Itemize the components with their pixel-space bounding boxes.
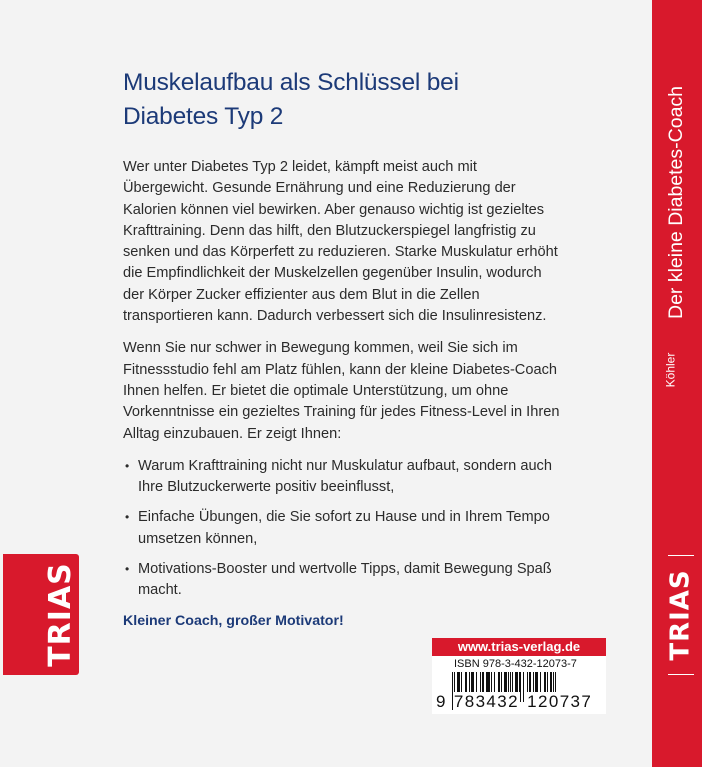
spine-title: [652, 72, 702, 332]
benefit-item: [123, 507, 563, 550]
publisher-tab-logo: [3, 554, 79, 675]
barcode-lead-digit: 9: [436, 692, 447, 711]
barcode-digits: [436, 692, 606, 712]
benefit-text: Einfache Übungen, die Sie sofort zu Hause und in Ihrem Tempo umsetzen können,: [138, 509, 550, 547]
barcode-digit-group-2: 120737: [527, 692, 593, 711]
title-line-1: Muskelaufbau als Schlüssel bei: [123, 69, 459, 96]
logo-word: [668, 555, 694, 675]
spine-title-text: Der kleine Diabetes-Coach: [665, 85, 688, 319]
spine-publisher-text: TRIAS: [666, 569, 696, 661]
barcode-digit-group-1: 783432: [453, 692, 519, 711]
blurb: [123, 157, 563, 632]
blurb-paragraph-1: Wer unter Diabetes Typ 2 leidet, kämpft meist auch mit Übergewicht. Gesunde Ernährung und eine Reduzierung der Kalorien können viel bewirken. Aber genauso wichtig ist gezieltes Krafttraining. Denn das hilft, den Blutzuckerspiegel langfristig zu senken und das Körperfett zu reduzieren. Starke Muskulatur erhöht die Empfindlichkeit der Muskelzellen gegenüber Insulin, wodurch der Körper Zucker effizienter aus dem Blut in die Zellen transportieren kann. Dadurch verbessert sich die Insulinresistenz.: [123, 159, 558, 325]
publisher-tab-text: TRIAS: [42, 562, 78, 667]
isbn-label: ISBN 978-3-432-12073-7: [454, 658, 577, 670]
benefit-text: Warum Krafttraining nicht nur Muskulatur aufbaut, sondern auch Ihre Blutzuckerwerte positiv beeinflusst,: [138, 457, 552, 496]
logo-rule-bottom: [668, 674, 694, 675]
publisher-url: www.trias-verlag.de: [432, 638, 606, 656]
benefit-item: [123, 456, 563, 499]
back-cover-title: [123, 66, 603, 134]
benefit-list: [123, 456, 563, 602]
tagline: Kleiner Coach, großer Motivator!: [123, 612, 344, 629]
spine-publisher-logo: [668, 555, 694, 675]
benefit-item: [123, 559, 563, 602]
blurb-paragraph-2: Wenn Sie nur schwer in Bewegung kommen, weil Sie sich im Fitnessstudio fehl am Platz fühlen, kann der kleine Diabetes-Coach Ihnen helfen. Er bietet die optimale Unterstützung, um ohne Vorkenntnisse ein gezieltes Training für jedes Fitness-Level in Ihren Alltag einzubauen. Er zeigt Ihnen:: [123, 340, 560, 442]
title-line-2: Diabetes Typ 2: [123, 103, 284, 130]
spine-author-text: Köhler: [663, 352, 677, 388]
bullet-icon: •: [125, 562, 130, 577]
benefit-text: Motivations-Booster und wertvolle Tipps, damit Bewegung Spaß macht.: [138, 561, 552, 599]
bullet-icon: •: [125, 510, 130, 525]
spine-author: [652, 340, 702, 400]
barcode-box: [432, 638, 606, 714]
bullet-icon: •: [125, 458, 130, 473]
